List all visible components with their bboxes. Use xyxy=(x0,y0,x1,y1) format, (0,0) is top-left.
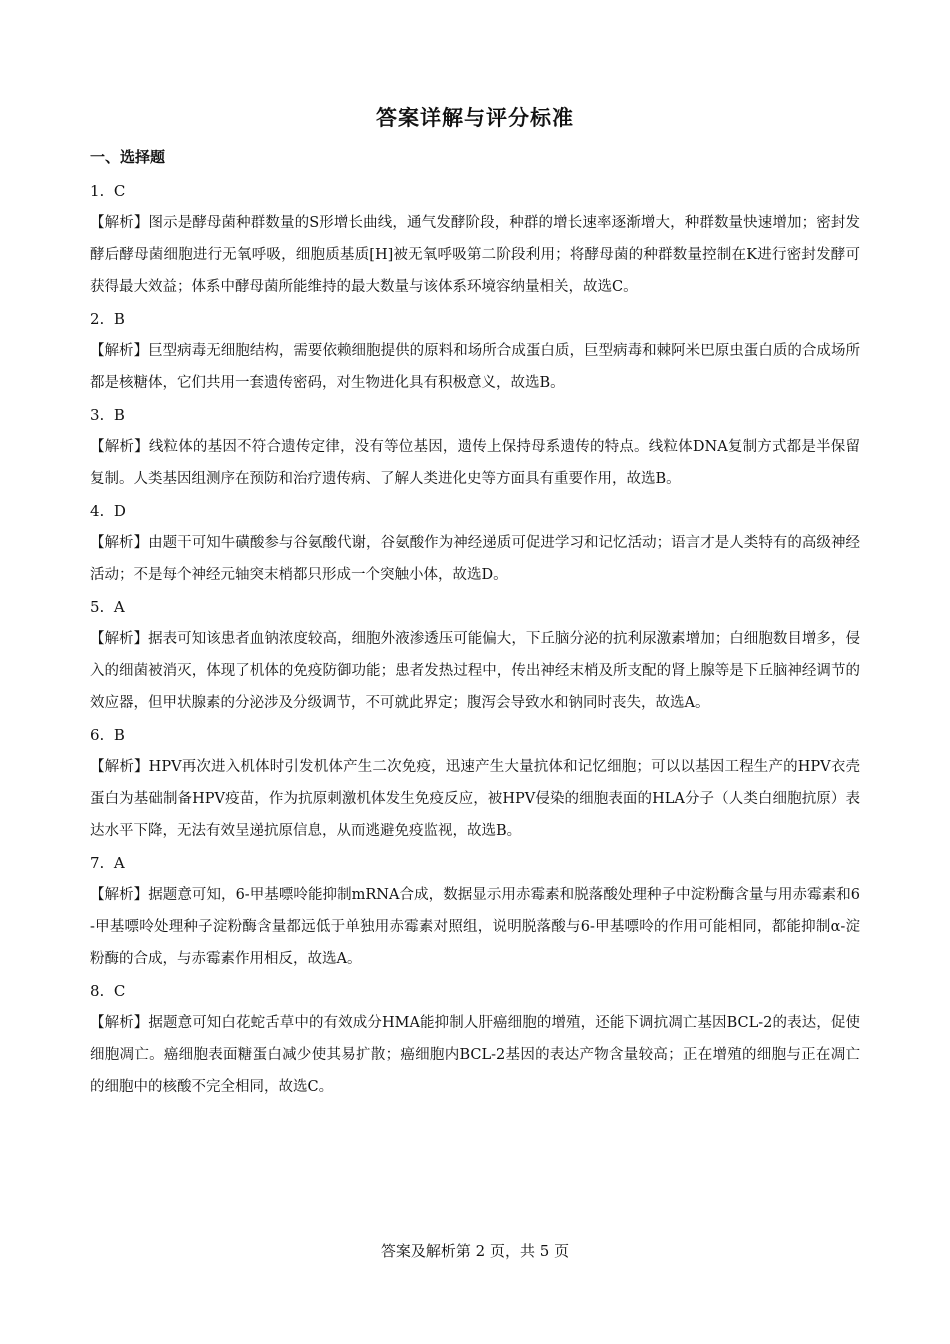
question-item xyxy=(90,975,860,1103)
question-answer: C xyxy=(113,982,126,1000)
question-explanation: 【解析】HPV再次进入机体时引发机体产生二次免疫，迅速产生大量抗体和记忆细胞；可以以基因工程生产的HPV衣壳蛋白为基础制备HPV疫苗，作为抗原刺激机体发生免疫反应，被HPV侵染的细胞表面的HLA分子（人类白细胞抗原）表达水平下降，无法有效呈递抗原信息，从而逃避免疫监视，故选B。 xyxy=(90,759,860,839)
question-answer: B xyxy=(113,726,125,744)
question-item xyxy=(90,591,860,719)
question-explanation: 【解析】据题意可知白花蛇舌草中的有效成分HMA能抑制人肝癌细胞的增殖，还能下调抗凋亡基因BCL-2的表达，促使细胞凋亡。癌细胞表面糖蛋白减少使其易扩散；癌细胞内BCL-2基因的表达产物含量较高；正在增殖的细胞与正在凋亡的细胞中的核酸不完全相同，故选C。 xyxy=(90,1015,860,1095)
question-answer: C xyxy=(113,182,126,200)
section-title: 一、选择题 xyxy=(90,148,166,166)
question-explanation: 【解析】据题意可知，6-甲基嘌呤能抑制mRNA合成，数据显示用赤霉素和脱落酸处理种子中淀粉酶含量与用赤霉素和6-甲基嘌呤处理种子淀粉酶含量都远低于单独用赤霉素对照组，说明脱落酸与6-甲基嘌呤的作用可能相同，都能抑制α-淀粉酶的合成，与赤霉素作用相反，故选A。 xyxy=(90,887,860,967)
question-answer: B xyxy=(113,406,125,424)
question-number: 6. B xyxy=(90,726,125,744)
page-footer: 答案及解析第 2 页，共 5 页 xyxy=(380,1242,570,1260)
question-answer: A xyxy=(113,854,125,872)
question-number: 5. A xyxy=(90,598,125,616)
question-number: 8. C xyxy=(90,982,126,1000)
question-explanation: 【解析】图示是酵母菌种群数量的S形增长曲线，通气发酵阶段，种群的增长速率逐渐增大，种群数量快速增加；密封发酵后酵母菌细胞进行无氧呼吸，细胞质基质[H]被无氧呼吸第二阶段利用；将酵母菌的种群数量控制在K进行密封发酵可获得最大效益；体系中酵母菌所能维持的最大数量与该体系环境容纳量相关，故选C。 xyxy=(90,215,860,295)
question-explanation: 【解析】据表可知该患者血钠浓度较高，细胞外液渗透压可能偏大，下丘脑分泌的抗利尿激素增加；白细胞数目增多，侵入的细菌被消灭，体现了机体的免疫防御功能；患者发热过程中，传出神经末梢及所支配的肾上腺等是下丘脑神经调节的效应器，但甲状腺素的分泌涉及分级调节，不可就此界定；腹泻会导致水和钠同时丧失，故选A。 xyxy=(90,631,860,711)
question-answer: D xyxy=(113,502,126,520)
question-explanation: 【解析】由题干可知牛磺酸参与谷氨酸代谢，谷氨酸作为神经递质可促进学习和记忆活动；语言才是人类特有的高级神经活动；不是每个神经元轴突末梢都只形成一个突触小体，故选D。 xyxy=(90,535,860,583)
question-item xyxy=(90,175,860,303)
question-item xyxy=(90,399,860,495)
question-answer: A xyxy=(113,598,125,616)
question-number: 3. B xyxy=(90,406,125,424)
question-item xyxy=(90,847,860,975)
question-item xyxy=(90,303,860,399)
question-explanation: 【解析】巨型病毒无细胞结构，需要依赖细胞提供的原料和场所合成蛋白质，巨型病毒和棘阿米巴原虫蛋白质的合成场所都是核糖体，它们共用一套遗传密码，对生物进化具有积极意义，故选B。 xyxy=(90,343,860,391)
question-explanation: 【解析】线粒体的基因不符合遗传定律，没有等位基因，遗传上保持母系遗传的特点。线粒体DNA复制方式都是半保留复制。人类基因组测序在预防和治疗遗传病、了解人类进化史等方面具有重要作用，故选B。 xyxy=(90,439,860,487)
question-answer: B xyxy=(113,310,125,328)
question-number: 7. A xyxy=(90,854,125,872)
question-number: 4. D xyxy=(90,502,126,520)
question-number: 1. C xyxy=(90,182,126,200)
answer-list xyxy=(90,175,860,1103)
question-item xyxy=(90,719,860,847)
page-title: 答案详解与评分标准 xyxy=(376,106,574,130)
question-number: 2. B xyxy=(90,310,125,328)
question-item xyxy=(90,495,860,591)
